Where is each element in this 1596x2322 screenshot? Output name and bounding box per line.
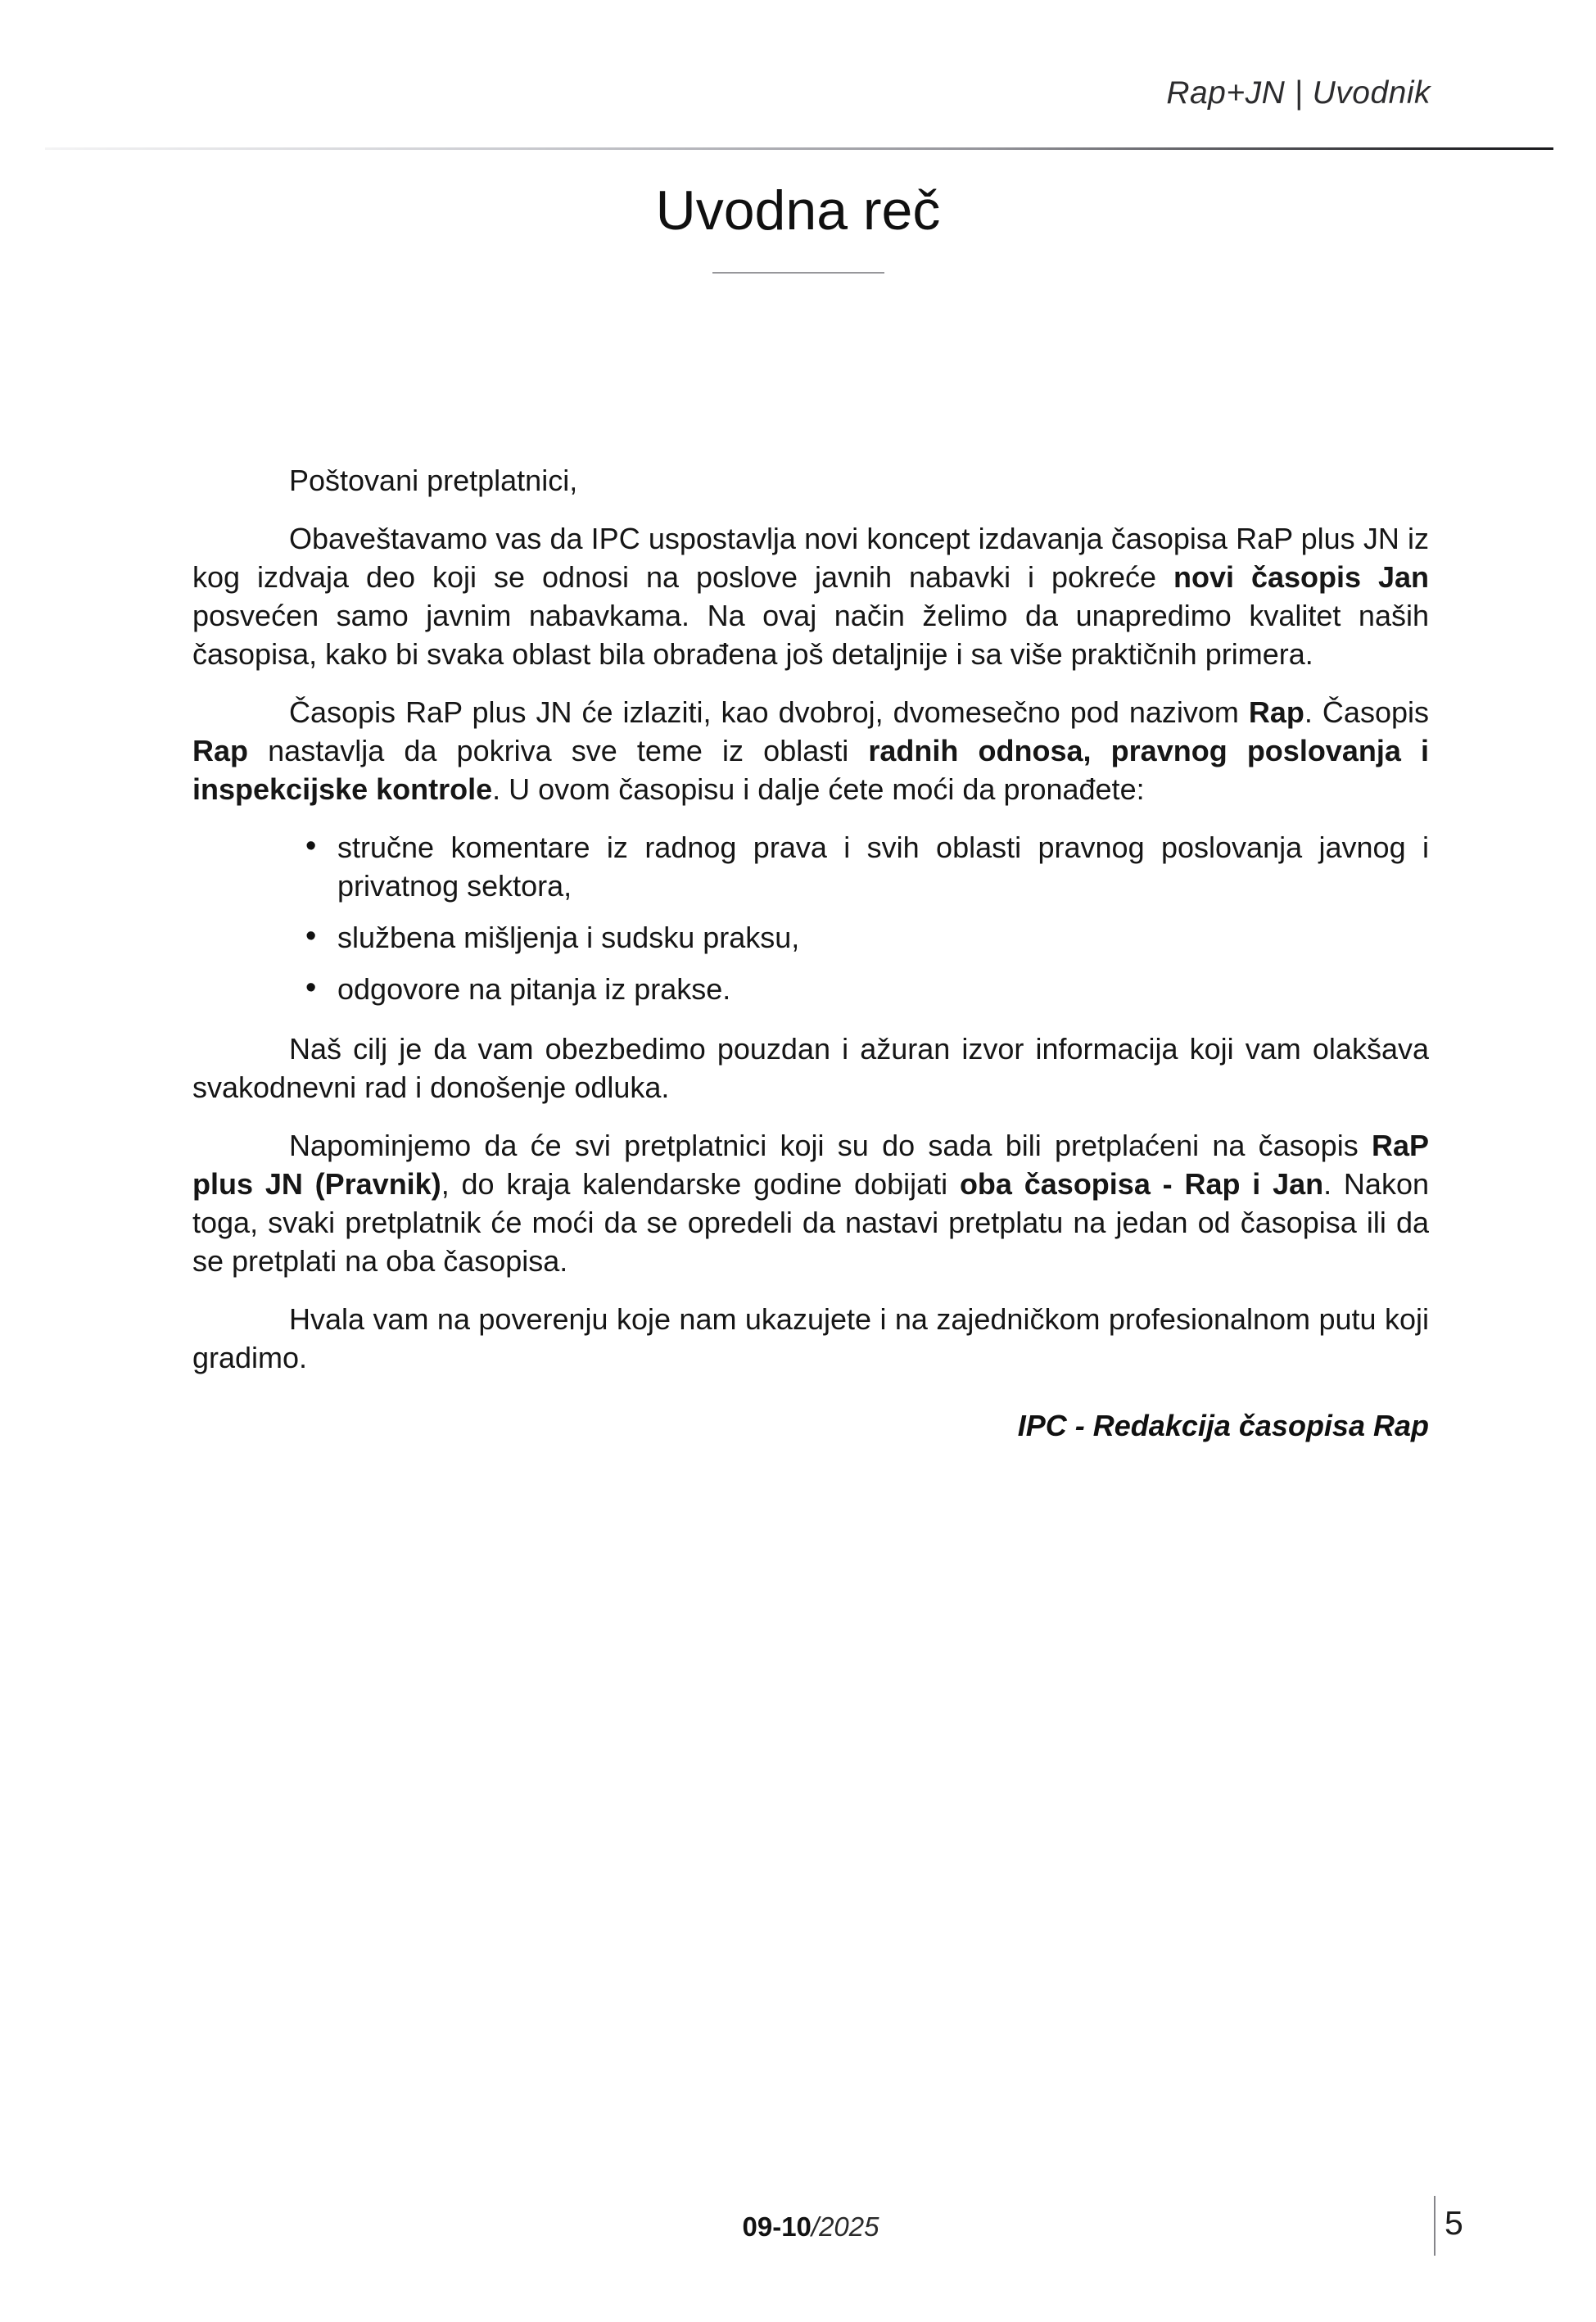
issue-year: /2025 bbox=[811, 2211, 879, 2242]
issue-number: 09-10 bbox=[742, 2211, 812, 2242]
paragraph-announcement: Obaveštavamo vas da IPC uspostavlja novi koncept izdavanja časopisa RaP plus JN iz kog izdvaja deo koji se odnosi na poslove javnih nabavki i pokreće novi časopis Jan posvećen samo javnim nabavkama. Na ovaj način želimo da unapredimo kvalitet naših časopisa, kako bi svaka oblast bila obrađena još detaljnije i sa više praktičnih primera. bbox=[192, 522, 1429, 671]
header-rule bbox=[45, 147, 1553, 150]
paragraph-thanks: Hvala vam na poverenju koje nam ukazujete i na zajedničkom profesionalnom putu koji gradimo. bbox=[192, 1302, 1429, 1374]
list-item: • stručne komentare iz radnog prava i svih oblasti pravnog poslovanja javnog i privatnog sektora, bbox=[192, 828, 1429, 905]
paragraph-subscribers: Napominjemo da će svi pretplatnici koji su do sada bili pretplaćeni na časopis RaP plus JN (Pravnik), do kraja kalendarske godine dobijati oba časopisa - Rap i Jan. Nakon toga, svaki pretplatnik će moći da se opredeli da nastavi pretplatu na jedan od časopisa ili da se pretplati na oba časopisa. bbox=[192, 1129, 1429, 1278]
signature: IPC - Redakcija časopisa Rap bbox=[1017, 1409, 1429, 1442]
greeting-paragraph: Poštovani pretplatnici, bbox=[289, 464, 578, 497]
page-number: 5 bbox=[1445, 2204, 1463, 2242]
title-underline bbox=[712, 272, 884, 274]
topics-list bbox=[192, 828, 1429, 1008]
running-header bbox=[1166, 75, 1431, 111]
footer-issue bbox=[192, 2211, 1429, 2243]
editorial-body bbox=[192, 461, 1429, 1445]
paragraph-goal: Naš cilj je da vam obezbedimo pouzdan i ažuran izvor informacija koji vam olakšava svakodnevni rad i donošenje odluka. bbox=[192, 1032, 1429, 1104]
page-title: Uvodna reč bbox=[655, 179, 941, 242]
page-number-rule bbox=[1434, 2196, 1435, 2256]
list-item: • službena mišljenja i sudsku praksu, bbox=[192, 918, 1429, 957]
list-item: • odgovore na pitanja iz prakse. bbox=[192, 970, 1429, 1008]
paragraph-magazine-rap: Časopis RaP plus JN će izlaziti, kao dvobroj, dvomesečno pod nazivom Rap. Časopis Rap nastavlja da pokriva sve teme iz oblasti radnih odnosa, pravnog poslovanja i inspekcijske kontrole. U ovom časopisu i dalje ćete moći da pronađete: bbox=[192, 695, 1430, 806]
running-header-label: Rap+JN | Uvodnik bbox=[1166, 75, 1431, 111]
